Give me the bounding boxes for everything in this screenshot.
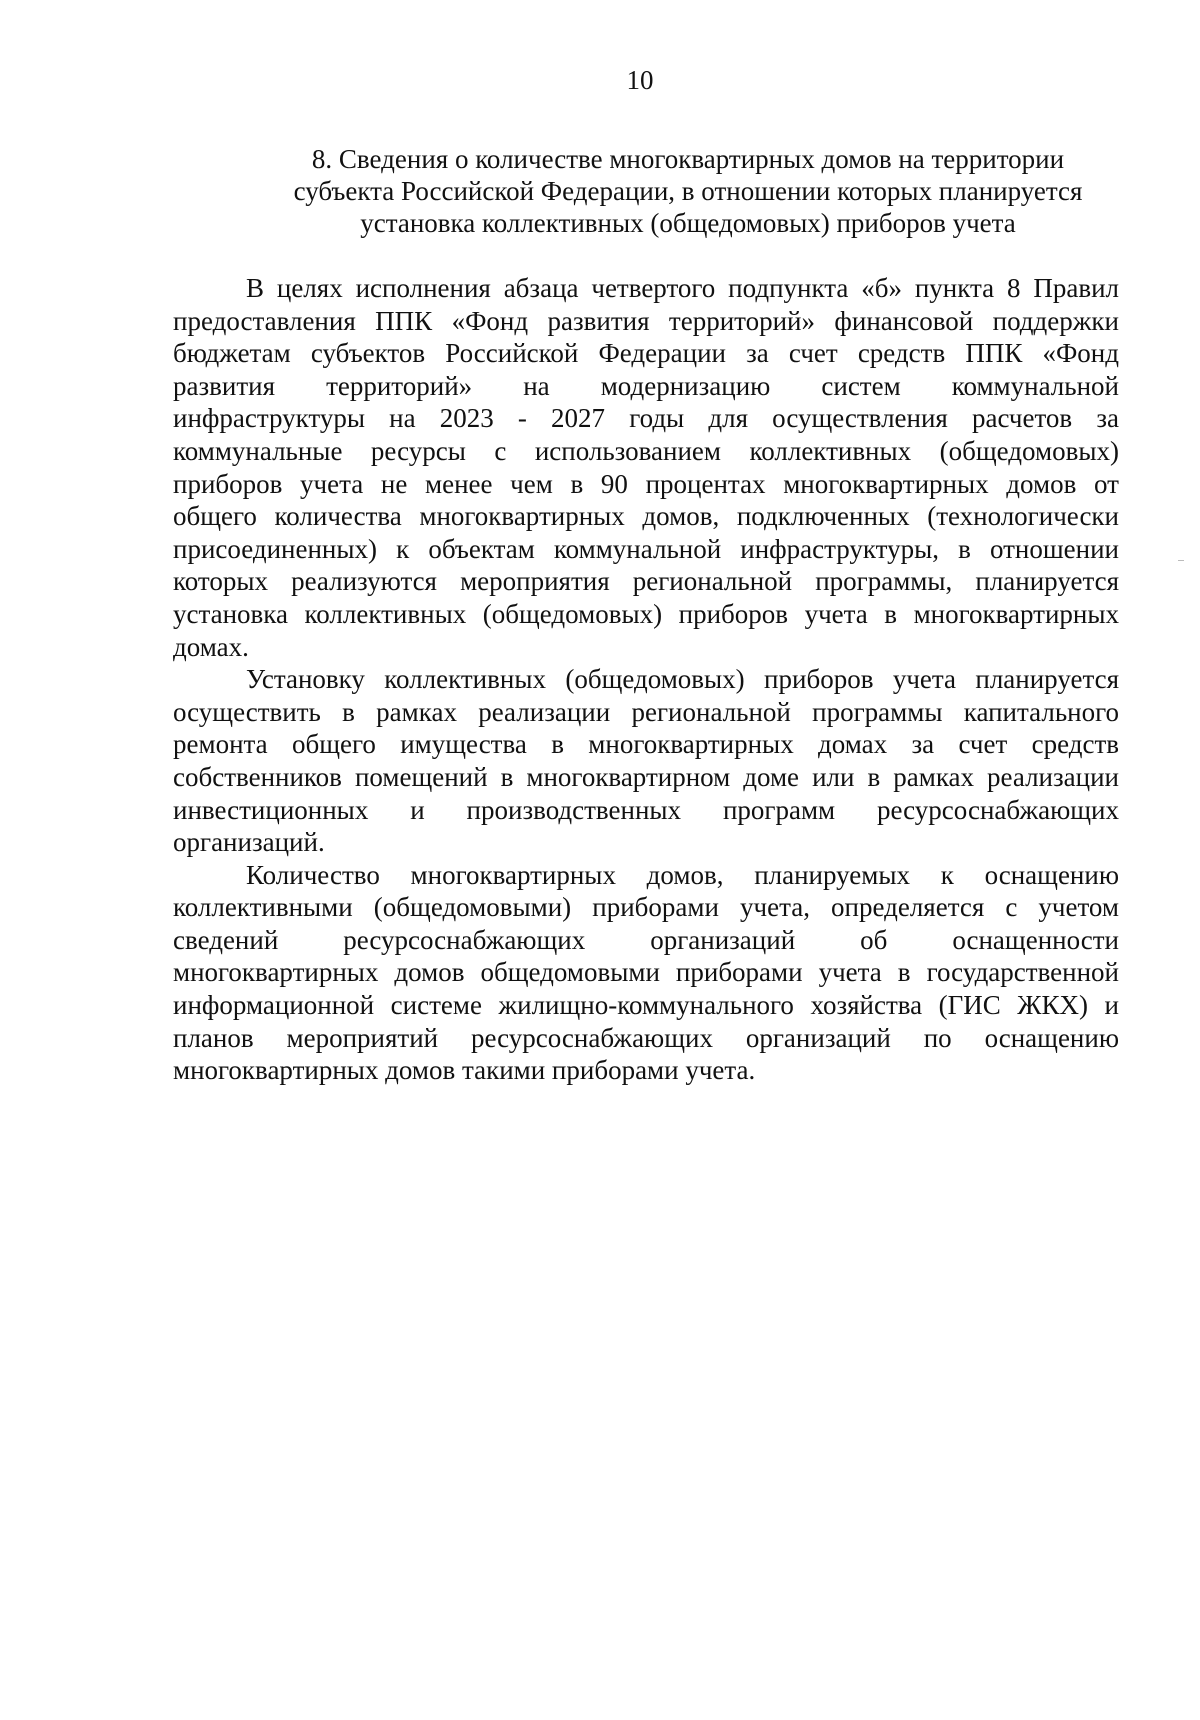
body-text (173, 272, 1119, 1087)
section-title-line: субъекта Российской Федерации, в отношении которых планируется (293, 176, 1083, 206)
section-title-line: установка коллективных (общедомовых) приборов учета (360, 208, 1016, 238)
paragraph-requirement (173, 272, 1119, 663)
paragraph-line: Количество многоквартирных домов, планируемых к оснащению (246, 859, 1119, 890)
paragraph-line: информационной системе жилищно-коммунального хозяйства (ГИС ЖКХ) и (173, 990, 1119, 1021)
paragraph-line: установка коллективных (общедомовых) приборов учета в многоквартирных (173, 598, 1119, 629)
scan-artifact (1178, 560, 1184, 561)
paragraph-line: которых реализуются мероприятия региональной программы, планируется (173, 566, 1119, 597)
paragraph-line: собственников помещений в многоквартирном доме или в рамках реализации (173, 761, 1119, 792)
paragraph-line: коллективными (общедомовыми) приборами учета, определяется с учетом (173, 892, 1119, 923)
paragraph-line: домах. (173, 631, 249, 662)
paragraph-line: развития территорий» на модернизацию систем коммунальной (173, 370, 1119, 401)
section-title (258, 143, 1118, 239)
section-title-line: 8. Сведения о количестве многоквартирных домов на территории (311, 144, 1065, 174)
paragraph-line: В целях исполнения абзаца четвертого подпункта «б» пункта 8 Правил (246, 273, 1119, 303)
paragraph-line: присоединенных) к объектам коммунальной инфраструктуры, в отношении (173, 533, 1119, 564)
paragraph-line: приборов учета не менее чем в 90 процентах многоквартирных домов от (173, 468, 1119, 499)
paragraph-line: многоквартирных домов такими приборами учета. (173, 1055, 756, 1086)
paragraph-line: предоставления ППК «Фонд развития территорий» финансовой поддержки (173, 305, 1119, 336)
page-number: 10 (626, 65, 654, 95)
paragraph-line: бюджетам субъектов Российской Федерации за счет средств ППК «Фонд (173, 338, 1119, 369)
paragraph-line: общего количества многоквартирных домов, подключенных (технологически (173, 501, 1119, 532)
paragraph-line: осуществить в рамках реализации региональной программы капитального (173, 696, 1119, 727)
paragraph-installation (173, 663, 1119, 859)
paragraph-line: многоквартирных домов общедомовыми приборами учета в государственной (173, 957, 1119, 988)
paragraph-line: ремонта общего имущества в многоквартирных домах за счет средств (173, 729, 1119, 760)
paragraph-line: сведений ресурсоснабжающих организаций об оснащенности (173, 924, 1119, 955)
paragraph-line: инфраструктуры на 2023 - 2027 годы для осуществления расчетов за (173, 403, 1119, 434)
paragraph-line: коммунальные ресурсы с использованием коллективных (общедомовых) (173, 435, 1119, 466)
paragraph-line: Установку коллективных (общедомовых) приборов учета планируется (246, 664, 1119, 695)
paragraph-line: организаций. (173, 827, 325, 858)
paragraph-line: инвестиционных и производственных программ ресурсоснабжающих (173, 794, 1119, 825)
paragraph-count (173, 859, 1119, 1087)
paragraph-line: планов мероприятий ресурсоснабжающих организаций по оснащению (173, 1022, 1119, 1053)
